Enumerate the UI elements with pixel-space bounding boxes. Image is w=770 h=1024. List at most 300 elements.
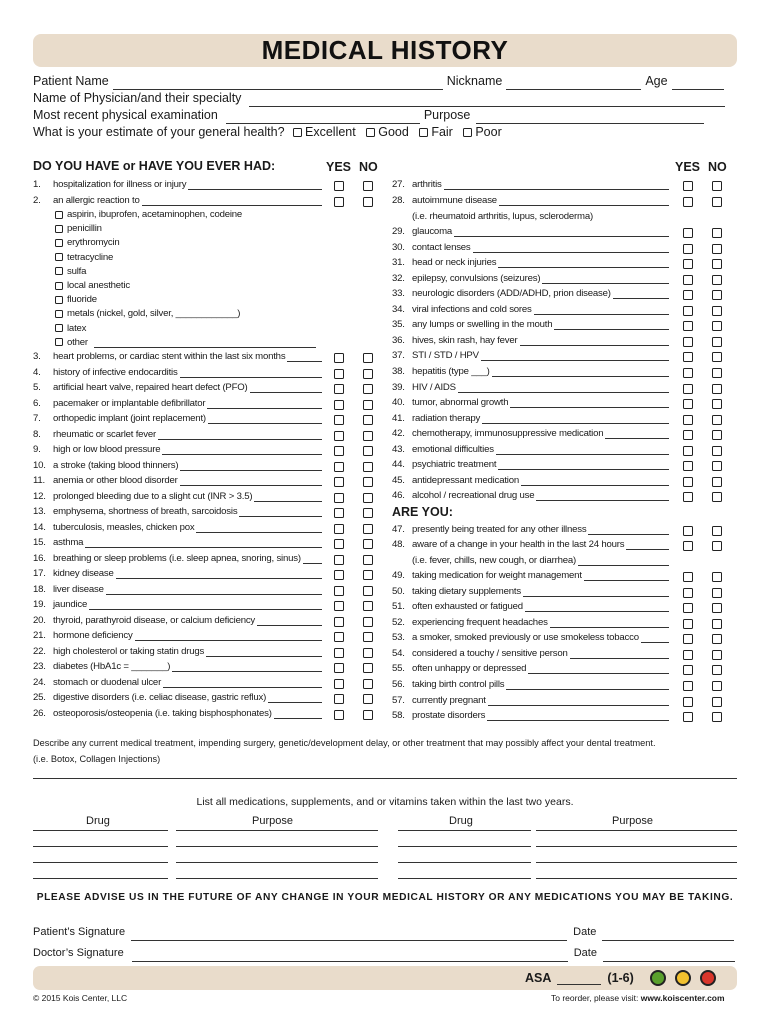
yes-checkbox[interactable] <box>334 477 344 487</box>
patient-date-field[interactable] <box>602 930 734 941</box>
question-item <box>392 195 669 206</box>
no-checkbox[interactable] <box>363 384 373 394</box>
answer-line[interactable] <box>487 711 669 721</box>
answer-line[interactable] <box>116 569 322 579</box>
health-fair[interactable]: Fair <box>419 124 453 141</box>
medication-entry-line[interactable] <box>536 830 737 831</box>
yes-checkbox[interactable] <box>683 321 693 331</box>
medication-entry-line[interactable] <box>398 862 531 863</box>
no-checkbox[interactable] <box>712 712 722 722</box>
no-checkbox[interactable] <box>363 679 373 689</box>
question-item <box>33 553 322 564</box>
question-item <box>33 646 322 657</box>
medication-entry-line[interactable] <box>33 862 168 863</box>
no-checkbox[interactable] <box>363 648 373 658</box>
reorder-label: To reorder, please visit: <box>551 993 639 1003</box>
medication-entry-line[interactable] <box>536 878 737 879</box>
yes-checkbox[interactable] <box>683 181 693 191</box>
yes-checkbox[interactable] <box>334 710 344 720</box>
checkbox-icon[interactable] <box>366 128 375 137</box>
answer-line[interactable] <box>525 602 669 612</box>
describe-example: (i.e. Botox, Collagen Injections) <box>33 754 161 764</box>
allergy-option[interactable] <box>55 323 86 334</box>
yes-checkbox[interactable] <box>683 461 693 471</box>
question-item <box>392 586 669 597</box>
no-header-left: NO <box>359 160 378 174</box>
answer-line[interactable] <box>163 678 322 688</box>
checkbox-icon[interactable] <box>55 338 63 346</box>
yes-checkbox[interactable] <box>683 290 693 300</box>
nickname-field[interactable] <box>506 79 641 90</box>
doctor-date-field[interactable] <box>603 951 735 962</box>
checkbox-icon[interactable] <box>55 324 63 332</box>
question-number: 57. <box>392 695 405 706</box>
yes-checkbox[interactable] <box>683 368 693 378</box>
question-item <box>33 179 322 190</box>
medication-entry-line[interactable] <box>33 878 168 879</box>
no-checkbox[interactable] <box>363 524 373 534</box>
no-checkbox[interactable] <box>712 415 722 425</box>
question-number: 9. <box>33 444 41 455</box>
question-item <box>33 351 322 362</box>
allergy-option-label: other <box>67 336 88 348</box>
answer-line[interactable] <box>250 383 322 393</box>
no-checkbox[interactable] <box>712 244 722 254</box>
question-item <box>33 522 322 533</box>
no-checkbox[interactable] <box>712 650 722 660</box>
yes-checkbox[interactable] <box>334 586 344 596</box>
question-text: orthopedic implant (joint replacement) <box>53 413 206 424</box>
yes-checkbox[interactable] <box>683 634 693 644</box>
no-checkbox[interactable] <box>363 570 373 580</box>
allergy-option-label: fluoride <box>67 294 97 306</box>
checkbox-icon[interactable] <box>55 296 63 304</box>
no-checkbox[interactable] <box>712 572 722 582</box>
question-item <box>392 524 669 535</box>
answer-line[interactable] <box>454 227 669 237</box>
yes-checkbox[interactable] <box>683 603 693 613</box>
no-checkbox[interactable] <box>712 541 722 551</box>
asa-label: ASA <box>525 971 552 985</box>
allergy-option[interactable] <box>55 252 113 263</box>
answer-line[interactable] <box>641 633 669 643</box>
allergy-option[interactable] <box>55 209 242 220</box>
doctor-signature-field[interactable] <box>132 951 568 962</box>
patient-signature-field[interactable] <box>131 930 567 941</box>
no-checkbox[interactable] <box>712 634 722 644</box>
no-checkbox[interactable] <box>363 555 373 565</box>
question-number: 17. <box>33 568 46 579</box>
checkbox-icon[interactable] <box>463 128 472 137</box>
no-checkbox[interactable] <box>712 477 722 487</box>
yes-checkbox[interactable] <box>334 601 344 611</box>
yes-checkbox[interactable] <box>683 384 693 394</box>
yes-checkbox[interactable] <box>334 493 344 503</box>
yes-checkbox[interactable] <box>683 526 693 536</box>
answer-line[interactable] <box>506 680 669 690</box>
question-item <box>392 601 669 612</box>
yes-checkbox[interactable] <box>334 648 344 658</box>
answer-line[interactable] <box>106 585 322 595</box>
no-checkbox[interactable] <box>712 337 722 347</box>
yes-checkbox[interactable] <box>683 446 693 456</box>
allergy-option[interactable] <box>55 266 86 277</box>
no-checkbox[interactable] <box>363 586 373 596</box>
answer-line[interactable] <box>180 461 322 471</box>
answer-line[interactable] <box>496 445 669 455</box>
answer-line[interactable] <box>162 445 322 455</box>
no-checkbox[interactable] <box>363 508 373 518</box>
answer-line[interactable] <box>89 600 322 610</box>
yes-checkbox[interactable] <box>683 665 693 675</box>
physician-row <box>33 90 737 107</box>
no-checkbox[interactable] <box>363 694 373 704</box>
question-text: prostate disorders <box>412 710 486 721</box>
yes-checkbox[interactable] <box>683 588 693 598</box>
answer-line[interactable] <box>550 618 669 628</box>
allergy-option[interactable] <box>55 223 102 234</box>
question-number: 12. <box>33 491 46 502</box>
answer-line[interactable] <box>180 368 322 378</box>
answer-line[interactable] <box>510 398 669 408</box>
question-number: 44. <box>392 459 405 470</box>
answer-line[interactable] <box>492 367 669 377</box>
yellow-light-icon <box>675 970 691 986</box>
age-field[interactable] <box>672 79 724 90</box>
answer-line[interactable] <box>208 414 322 424</box>
yes-checkbox[interactable] <box>683 572 693 582</box>
answer-line[interactable] <box>85 538 322 548</box>
no-checkbox[interactable] <box>363 539 373 549</box>
answer-line[interactable] <box>482 414 669 424</box>
answer-line[interactable] <box>499 196 669 206</box>
question-text: arthritis <box>412 179 442 190</box>
answer-line[interactable] <box>207 399 322 409</box>
medication-entry-line[interactable] <box>398 878 531 879</box>
yes-checkbox[interactable] <box>334 632 344 642</box>
no-checkbox[interactable] <box>712 492 722 502</box>
allergy-option[interactable] <box>55 337 316 348</box>
no-checkbox[interactable] <box>363 710 373 720</box>
yes-checkbox[interactable] <box>334 663 344 673</box>
health-good[interactable]: Good <box>366 124 409 141</box>
no-checkbox[interactable] <box>712 665 722 675</box>
question-number: 48. <box>392 539 405 550</box>
answer-line[interactable] <box>588 525 669 535</box>
no-checkbox[interactable] <box>712 681 722 691</box>
yes-checkbox[interactable] <box>334 415 344 425</box>
purpose-field[interactable] <box>476 113 704 124</box>
patient-name-field[interactable] <box>113 79 443 90</box>
yes-checkbox[interactable] <box>334 353 344 363</box>
no-checkbox[interactable] <box>712 275 722 285</box>
question-number: 10. <box>33 460 46 471</box>
checkbox-icon[interactable] <box>55 310 63 318</box>
question-text: antidepressant medication <box>412 475 519 486</box>
answer-line[interactable] <box>536 491 669 501</box>
question-text: hives, skin rash, hay fever <box>412 335 518 346</box>
answer-line[interactable] <box>287 352 322 362</box>
answer-line[interactable] <box>458 383 669 393</box>
question-item <box>392 475 669 486</box>
patient-name-row <box>33 73 737 90</box>
question-item <box>33 195 322 206</box>
question-text: asthma <box>53 537 84 548</box>
checkbox-icon[interactable] <box>55 225 63 233</box>
answer-line[interactable] <box>268 693 322 703</box>
question-text: STI / STD / HPV <box>412 350 479 361</box>
answer-line[interactable] <box>473 243 669 253</box>
yes-checkbox[interactable] <box>334 539 344 549</box>
no-checkbox[interactable] <box>712 430 722 440</box>
physician-field[interactable] <box>249 96 725 107</box>
no-checkbox[interactable] <box>363 181 373 191</box>
medication-entry-line[interactable] <box>33 846 168 847</box>
answer-line[interactable] <box>570 649 669 659</box>
no-checkbox[interactable] <box>712 603 722 613</box>
answer-line[interactable] <box>554 320 669 330</box>
no-checkbox[interactable] <box>712 384 722 394</box>
medication-entry-line[interactable] <box>33 830 168 831</box>
question-text: kidney disease <box>53 568 114 579</box>
answer-line[interactable] <box>523 587 669 597</box>
yes-checkbox[interactable] <box>334 369 344 379</box>
answer-line[interactable] <box>142 196 322 206</box>
no-checkbox[interactable] <box>363 415 373 425</box>
answer-line[interactable] <box>188 180 322 190</box>
yes-checkbox[interactable] <box>683 399 693 409</box>
answer-line[interactable] <box>584 571 669 581</box>
allergy-option[interactable] <box>55 294 97 305</box>
question-text: heart problems, or cardiac stent within the last six months <box>53 351 286 362</box>
no-checkbox[interactable] <box>712 697 722 707</box>
answer-line[interactable] <box>158 430 322 440</box>
exam-field[interactable] <box>226 113 420 124</box>
medication-entry-line[interactable] <box>398 846 531 847</box>
question-item <box>392 695 669 706</box>
answer-line[interactable] <box>520 336 669 346</box>
yes-checkbox[interactable] <box>334 384 344 394</box>
allergy-option-label: erythromycin <box>67 237 120 249</box>
purpose-header-right: Purpose <box>612 815 653 827</box>
no-checkbox[interactable] <box>363 477 373 487</box>
no-checkbox[interactable] <box>712 446 722 456</box>
no-header-right: NO <box>708 160 727 174</box>
describe-field[interactable] <box>33 778 737 779</box>
checkbox-icon[interactable] <box>293 128 302 137</box>
medication-entry-line[interactable] <box>176 878 378 879</box>
no-checkbox[interactable] <box>712 306 722 316</box>
medication-entry-line[interactable] <box>536 862 737 863</box>
no-checkbox[interactable] <box>363 632 373 642</box>
yes-checkbox[interactable] <box>334 679 344 689</box>
question-number: 42. <box>392 428 405 439</box>
question-item <box>33 630 322 641</box>
yes-checkbox[interactable] <box>334 462 344 472</box>
allergy-option-label: sulfa <box>67 265 87 277</box>
answer-line[interactable] <box>605 429 669 439</box>
no-checkbox[interactable] <box>712 461 722 471</box>
question-text: tuberculosis, measles, chicken pox <box>53 522 195 533</box>
yes-checkbox[interactable] <box>683 228 693 238</box>
answer-line[interactable] <box>172 662 322 672</box>
health-question: What is your estimate of your general health? <box>33 125 285 139</box>
question-item <box>392 648 669 659</box>
yes-checkbox[interactable] <box>334 617 344 627</box>
question-text: high or low blood pressure <box>53 444 161 455</box>
answer-line[interactable] <box>613 289 669 299</box>
health-excellent[interactable]: Excellent <box>293 124 356 141</box>
no-checkbox[interactable] <box>363 431 373 441</box>
doctor-date-label: Date <box>573 947 597 959</box>
checkbox-icon[interactable] <box>55 253 63 261</box>
patient-date-label: Date <box>573 926 597 938</box>
purpose-label: Purpose <box>423 108 471 122</box>
answer-line[interactable] <box>498 460 669 470</box>
yes-checkbox[interactable] <box>683 681 693 691</box>
checkbox-icon[interactable] <box>419 128 428 137</box>
question-text: jaundice <box>53 599 88 610</box>
question-number: 30. <box>392 242 405 253</box>
medication-entry-line[interactable] <box>176 846 378 847</box>
no-checkbox[interactable] <box>712 368 722 378</box>
checkbox-icon[interactable] <box>55 239 63 247</box>
yes-checkbox[interactable] <box>683 306 693 316</box>
no-checkbox[interactable] <box>712 228 722 238</box>
yes-checkbox[interactable] <box>683 619 693 629</box>
yes-checkbox[interactable] <box>334 555 344 565</box>
yes-checkbox[interactable] <box>683 477 693 487</box>
question-item <box>392 679 669 690</box>
answer-line[interactable] <box>521 476 669 486</box>
answer-line[interactable] <box>257 616 322 626</box>
answer-line[interactable] <box>528 664 669 674</box>
health-poor[interactable]: Poor <box>463 124 502 141</box>
question-number: 18. <box>33 584 46 595</box>
yes-checkbox[interactable] <box>683 415 693 425</box>
answer-line[interactable] <box>481 351 669 361</box>
medication-entry-line[interactable] <box>176 830 378 831</box>
answer-line[interactable] <box>542 274 669 284</box>
yes-checkbox[interactable] <box>334 181 344 191</box>
question-number: 41. <box>392 413 405 424</box>
yes-checkbox[interactable] <box>334 694 344 704</box>
yes-checkbox[interactable] <box>334 508 344 518</box>
yes-checkbox[interactable] <box>683 430 693 440</box>
answer-line[interactable] <box>303 554 322 564</box>
answer-line[interactable] <box>626 540 669 550</box>
no-checkbox[interactable] <box>712 181 722 191</box>
yes-checkbox[interactable] <box>334 570 344 580</box>
yes-checkbox[interactable] <box>683 244 693 254</box>
question-number: 5. <box>33 382 41 393</box>
no-checkbox[interactable] <box>712 321 722 331</box>
yes-checkbox[interactable] <box>683 197 693 207</box>
no-checkbox[interactable] <box>363 353 373 363</box>
answer-line[interactable] <box>444 180 669 190</box>
allergy-option-label: metals (nickel, gold, silver, ____________) <box>67 308 241 320</box>
no-checkbox[interactable] <box>363 601 373 611</box>
yes-checkbox[interactable] <box>334 197 344 207</box>
yes-checkbox[interactable] <box>683 650 693 660</box>
yes-checkbox[interactable] <box>334 400 344 410</box>
yes-checkbox[interactable] <box>683 259 693 269</box>
answer-line[interactable] <box>135 631 322 641</box>
yes-checkbox[interactable] <box>683 492 693 502</box>
question-text: autoimmune disease <box>412 195 497 206</box>
asa-field[interactable] <box>557 974 601 985</box>
yes-checkbox[interactable] <box>334 446 344 456</box>
other-allergy-field[interactable] <box>94 337 316 348</box>
medication-entry-line[interactable] <box>176 862 378 863</box>
yes-checkbox[interactable] <box>683 352 693 362</box>
yes-checkbox[interactable] <box>683 697 693 707</box>
yes-checkbox[interactable] <box>334 524 344 534</box>
answer-line[interactable] <box>239 507 322 517</box>
checkbox-icon[interactable] <box>55 267 63 275</box>
no-checkbox[interactable] <box>712 259 722 269</box>
no-checkbox[interactable] <box>712 526 722 536</box>
question-item <box>392 555 669 566</box>
allergy-option[interactable] <box>55 237 120 248</box>
yes-checkbox[interactable] <box>334 431 344 441</box>
no-checkbox[interactable] <box>363 400 373 410</box>
yes-checkbox[interactable] <box>683 337 693 347</box>
question-text: liver disease <box>53 584 104 595</box>
purpose-header-left: Purpose <box>252 815 293 827</box>
no-checkbox[interactable] <box>363 446 373 456</box>
no-checkbox[interactable] <box>363 617 373 627</box>
no-checkbox[interactable] <box>363 663 373 673</box>
yes-checkbox[interactable] <box>683 275 693 285</box>
allergy-option-label: tetracycline <box>67 251 114 263</box>
no-checkbox[interactable] <box>363 493 373 503</box>
no-checkbox[interactable] <box>363 369 373 379</box>
no-checkbox[interactable] <box>712 290 722 300</box>
checkbox-icon[interactable] <box>55 211 63 219</box>
question-text: experiencing frequent headaches <box>412 617 548 628</box>
answer-line[interactable] <box>498 258 669 268</box>
no-checkbox[interactable] <box>712 352 722 362</box>
answer-line[interactable] <box>534 305 669 315</box>
answer-line[interactable] <box>578 556 669 566</box>
no-checkbox[interactable] <box>712 588 722 598</box>
answer-line[interactable] <box>488 696 669 706</box>
question-text: a smoker, smoked previously or use smokeless tobacco <box>412 632 639 643</box>
describe-text: Describe any current medical treatment, impending surgery, genetic/development delay, or other treatment that may possibly affect your dental treatment. <box>33 738 656 748</box>
no-checkbox[interactable] <box>363 197 373 207</box>
answer-line[interactable] <box>196 523 322 533</box>
question-text: an allergic reaction to <box>53 195 140 206</box>
no-checkbox[interactable] <box>712 619 722 629</box>
answer-line[interactable] <box>254 492 322 502</box>
answer-line[interactable] <box>180 476 322 486</box>
medication-entry-line[interactable] <box>398 830 531 831</box>
answer-line[interactable] <box>206 647 322 657</box>
allergy-option[interactable] <box>55 280 130 291</box>
yes-checkbox[interactable] <box>683 712 693 722</box>
reorder-url[interactable]: www.koiscenter.com <box>640 993 725 1003</box>
question-number: 58. <box>392 710 405 721</box>
medication-entry-line[interactable] <box>536 846 737 847</box>
no-checkbox[interactable] <box>363 462 373 472</box>
allergy-option[interactable] <box>55 308 240 319</box>
checkbox-icon[interactable] <box>55 282 63 290</box>
no-checkbox[interactable] <box>712 399 722 409</box>
yes-checkbox[interactable] <box>683 541 693 551</box>
no-checkbox[interactable] <box>712 197 722 207</box>
answer-line[interactable] <box>274 709 322 719</box>
